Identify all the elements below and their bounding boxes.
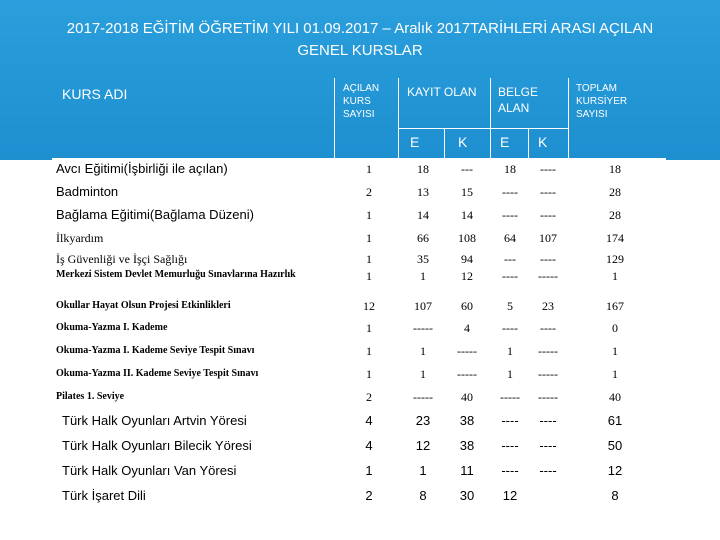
acilan-kurs-cell: 1 [366,321,372,335]
belge-e-cell: 64 [504,231,516,245]
acilan-kurs-cell: 1 [366,367,372,381]
kayit-e-cell: 1 [419,463,427,478]
header-divider [398,128,568,129]
acilan-kurs-cell: 12 [363,299,375,313]
course-name: Bağlama Eğitimi(Bağlama Düzeni) [56,207,254,222]
belge-e-cell: ---- [502,185,518,199]
table-row [52,340,666,363]
belge-k-cell: ----- [538,367,558,381]
course-name: Avcı Eğitimi(İşbirliği ile açılan) [56,161,228,176]
toplam-cell: 0 [612,321,618,335]
toplam-cell: 174 [606,231,624,245]
column-header-belge-alan: BELGE ALAN [498,85,539,115]
kayit-k-cell: 30 [459,488,475,503]
belge-e-cell: 1 [507,344,513,358]
kayit-e-cell: ----- [413,390,433,404]
kayit-e-cell: ----- [413,321,433,335]
kayit-k-cell: 14 [461,208,473,222]
acilan-kurs-cell: 1 [366,208,372,222]
belge-k-cell: ----- [538,269,558,283]
belge-k-cell: 107 [539,231,557,245]
acilan-kurs-cell: 2 [365,488,373,503]
acilan-kurs-cell: 1 [366,269,372,283]
kayit-k-cell: 40 [461,390,473,404]
kayit-k-cell: 11 [460,463,474,478]
kayit-e-cell: 1 [420,269,426,283]
table-row [52,317,666,340]
kayit-k-cell: 94 [461,252,473,266]
acilan-kurs-cell: 4 [365,413,373,428]
kayit-k-cell: 12 [461,269,473,283]
courses-table [52,158,666,509]
kayit-e-cell: 66 [417,231,429,245]
toplam-cell: 8 [611,488,619,503]
course-name: Türk İşaret Dili [62,488,146,503]
belge-e-cell: ---- [502,269,518,283]
table-row [52,204,666,227]
acilan-kurs-cell: 2 [366,390,372,404]
kayit-e-cell: 12 [415,438,431,453]
subheader-kayit-e: E [410,134,420,150]
header-divider [334,78,335,158]
toplam-cell: 1 [612,269,618,283]
toplam-cell: 129 [606,252,624,266]
kayit-e-cell: 23 [415,413,431,428]
table-row [52,363,666,386]
kayit-k-cell: ----- [457,367,477,381]
column-header-kayit-olan: KAYIT OLAN [407,85,477,99]
belge-k-cell: ---- [540,321,556,335]
toplam-cell: 28 [609,208,621,222]
course-name: Türk Halk Oyunları Artvin Yöresi [62,413,247,428]
toplam-cell: 1 [612,367,618,381]
kayit-e-cell: 18 [417,162,429,176]
kayit-e-cell: 1 [420,344,426,358]
table-row [52,434,666,459]
table-row [52,296,666,317]
header-divider [568,78,569,158]
belge-k-cell: ----- [538,344,558,358]
kayit-k-cell: 38 [459,413,475,428]
kayit-k-cell: 108 [458,231,476,245]
toplam-cell: 12 [607,463,623,478]
belge-e-cell: ---- [501,413,519,428]
course-name: Merkezi Sistem Devlet Memurluğu Sınavlarına Hazırlık [56,269,296,280]
belge-e-cell: 5 [507,299,513,313]
table-row [52,269,666,296]
belge-k-cell: ---- [540,208,556,222]
belge-k-cell: ---- [540,185,556,199]
acilan-kurs-cell: 2 [366,185,372,199]
acilan-kurs-cell: 4 [365,438,373,453]
table-row [52,158,666,181]
course-name: Okuma-Yazma I. Kademe Seviye Tespit Sınavı [56,345,255,356]
belge-e-cell: 1 [507,367,513,381]
table-row [52,409,666,434]
course-name: Türk Halk Oyunları Van Yöresi [62,463,237,478]
header-divider [528,128,529,158]
subheader-belge-k: K [538,134,548,150]
belge-e-cell: 12 [502,488,518,503]
course-name: Türk Halk Oyunları Bilecik Yöresi [62,438,252,453]
kayit-k-cell: 38 [459,438,475,453]
kayit-k-cell: --- [461,162,473,176]
kayit-k-cell: 4 [464,321,470,335]
belge-e-cell: 18 [504,162,516,176]
course-name: Okuma-Yazma I. Kademe [56,322,168,333]
header-divider [490,78,491,158]
belge-k-cell: ---- [540,162,556,176]
belge-k-cell: ---- [539,413,557,428]
column-header-acilan-kurs-sayisi: AÇILAN KURS SAYISI [343,83,380,120]
kayit-e-cell: 107 [414,299,432,313]
toplam-cell: 18 [609,162,621,176]
acilan-kurs-cell: 1 [366,252,372,266]
header-divider [398,78,399,158]
course-name: Okullar Hayat Olsun Projesi Etkinlikleri [56,300,231,311]
belge-k-cell [530,484,566,508]
kayit-e-cell: 8 [419,488,427,503]
toplam-cell: 50 [607,438,623,453]
column-header-toplam-kursiyer: TOPLAM KURSİYER SAYISI [576,83,628,120]
kayit-e-cell: 14 [417,208,429,222]
kayit-k-cell: 15 [461,185,473,199]
table-row [52,459,666,484]
belge-k-cell: ---- [539,438,557,453]
toplam-cell: 1 [612,344,618,358]
belge-e-cell: ---- [501,438,519,453]
subheader-kayit-k: K [458,134,468,150]
subheader-belge-e: E [500,134,510,150]
belge-k-cell: ---- [539,463,557,478]
belge-k-cell: ----- [538,390,558,404]
acilan-kurs-cell: 1 [366,344,372,358]
table-row [52,227,666,250]
belge-e-cell: ---- [502,321,518,335]
toplam-cell: 61 [607,413,623,428]
belge-k-cell: 23 [542,299,554,313]
course-name: İş Güvenliği ve İşçi Sağlığı [56,252,188,266]
toplam-cell: 28 [609,185,621,199]
table-row [52,386,666,409]
course-name: Badminton [56,184,119,199]
belge-k-cell: ---- [540,252,556,266]
kayit-k-cell: ----- [457,344,477,358]
table-row [52,181,666,204]
course-name: Pilates 1. Seviye [56,391,125,402]
acilan-kurs-cell: 1 [366,162,372,176]
table-row [52,484,666,509]
belge-e-cell: ---- [501,463,519,478]
course-name: Okuma-Yazma II. Kademe Seviye Tespit Sınavı [56,368,259,379]
belge-e-cell: ---- [502,208,518,222]
belge-e-cell: --- [504,252,516,266]
kayit-e-cell: 13 [417,185,429,199]
page-title: 2017-2018 EĞİTİM ÖĞRETİM YILI 01.09.2017 – Aralık 2017TARİHLERİ ARASI AÇILAN GENEL KURSLAR [66,20,654,59]
acilan-kurs-cell: 1 [365,463,373,478]
kayit-k-cell: 60 [461,299,473,313]
course-name: İlkyardım [56,231,104,245]
toplam-cell: 167 [606,299,624,313]
header-divider [444,128,445,158]
column-header-kurs-adi: KURS ADI [62,86,128,102]
belge-e-cell: ----- [500,390,520,404]
kayit-e-cell: 1 [420,367,426,381]
table-row [52,250,666,269]
acilan-kurs-cell: 1 [366,231,372,245]
kayit-e-cell: 35 [417,252,429,266]
toplam-cell: 40 [609,390,621,404]
